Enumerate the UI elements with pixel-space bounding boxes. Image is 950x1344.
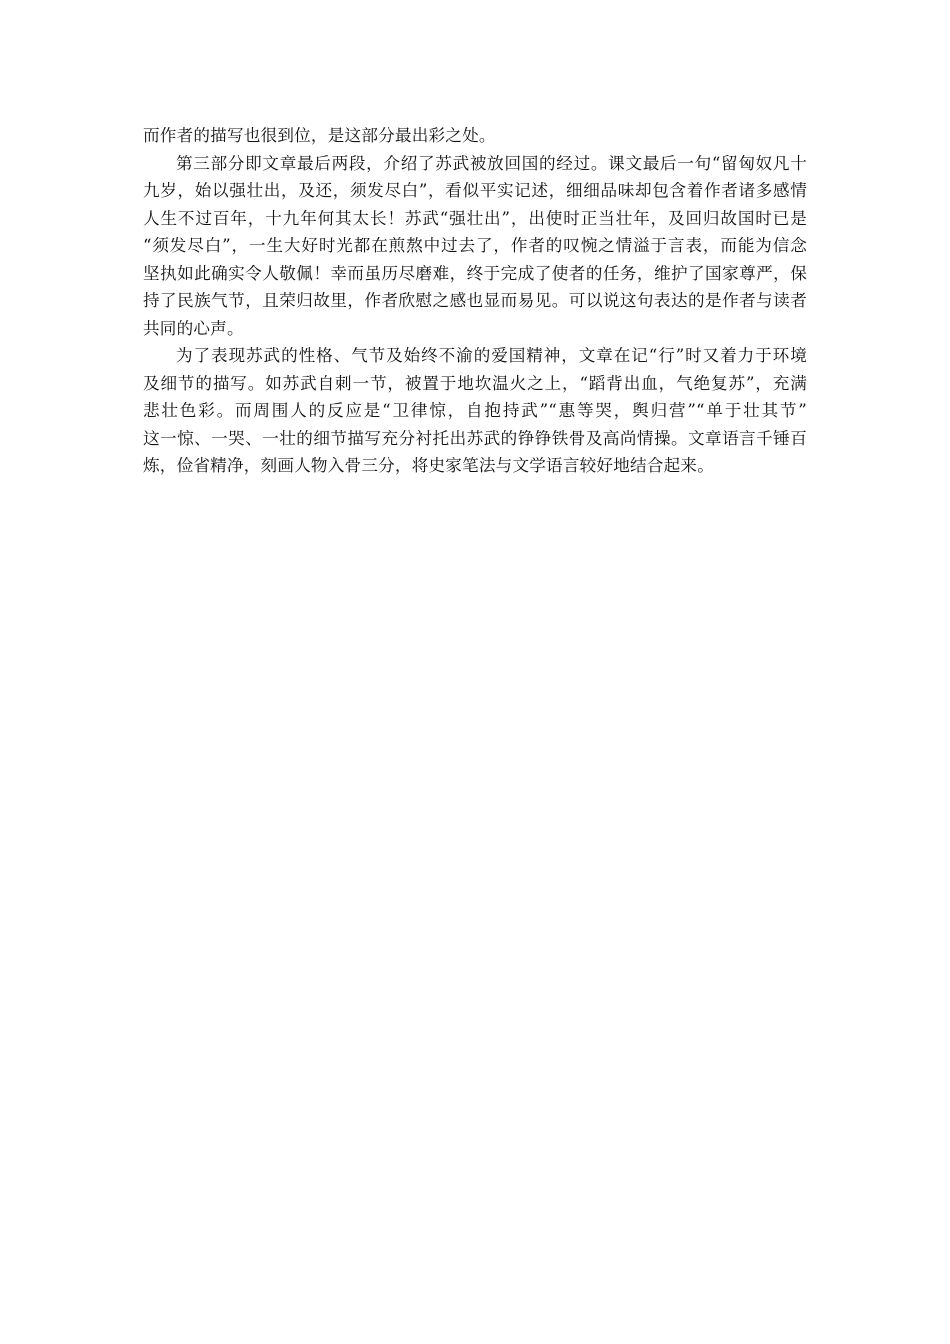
text-line: 第三部分即文章最后两段，介绍了苏武被放回国的经过。课文最后一句“留匈奴凡十 <box>176 153 807 173</box>
text-line: 这一惊、一哭、一壮的细节描写充分衬托出苏武的铮铮铁骨及高尚情操。文章语言千锤百 <box>143 428 807 448</box>
paragraph-part-three <box>143 150 807 343</box>
paragraph-continuation <box>143 122 807 150</box>
text-line: 人生不过百年，十九年何其太长！苏武“强壮出”，出使时正当壮年，及回归故国时已是 <box>143 208 807 228</box>
text-line: 而作者的描写也很到位，是这部分最出彩之处。 <box>143 126 496 145</box>
document-body <box>143 122 807 480</box>
text-line: 悲壮色彩。而周围人的反应是“卫律惊，自抱持武”“惠等哭，舆归营”“单于壮其节” <box>143 401 807 420</box>
text-line: 共同的心声。 <box>143 318 244 338</box>
text-line: 及细节的描写。如苏武自刺一节，被置于地坎温火之上，“蹈背出血，气绝复苏”，充满 <box>143 373 807 393</box>
text-line: 炼，俭省精净，刻画人物入骨三分，将史家笔法与文学语言较好地结合起来。 <box>143 456 714 475</box>
text-line: 持了民族气节，且荣归故里，作者欣慰之感也显而易见。可以说这句表达的是作者与读者 <box>143 291 807 310</box>
text-line: 为了表现苏武的性格、气节及始终不渝的爱国精神，文章在记“行”时又着力于环境 <box>176 346 807 365</box>
text-line: “须发尽白”，一生大好时光都在煎熬中过去了，作者的叹惋之情溢于言表，而能为信念 <box>143 236 807 255</box>
text-line: 九岁，始以强壮出，及还，须发尽白”，看似平实记述，细细品味却包含着作者诸多感情 <box>143 181 807 200</box>
text-line: 坚执如此确实令人敬佩！幸而虽历尽磨难，终于完成了使者的任务，维护了国家尊严，保 <box>143 263 807 283</box>
paragraph-details <box>143 342 807 480</box>
